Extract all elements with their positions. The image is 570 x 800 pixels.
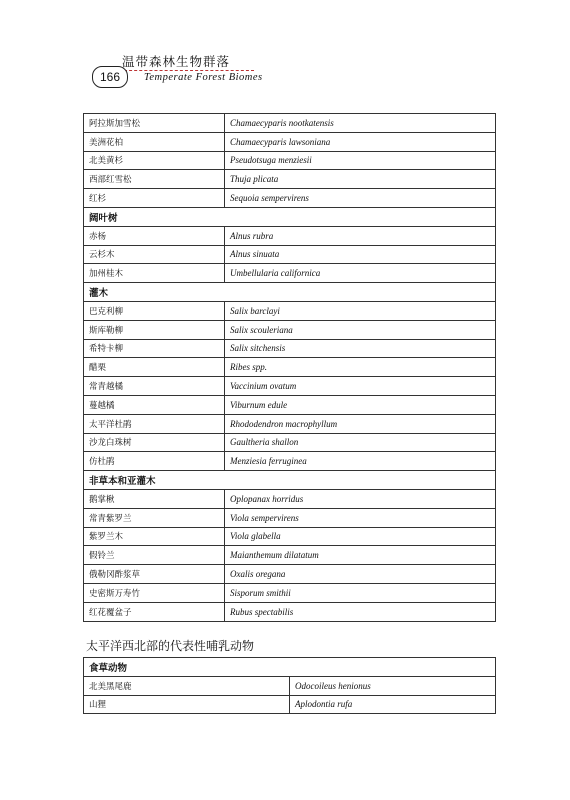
table-row: [84, 226, 496, 245]
latin-name-cell: Odocoileus henionus: [290, 676, 496, 695]
common-name-cell: 加州桂木: [84, 264, 225, 283]
table-row: [84, 414, 496, 433]
latin-name-cell: Sisporum smithii: [225, 583, 496, 602]
latin-name-cell: Chamaecyparis lawsoniana: [225, 132, 496, 151]
group-header-row: [84, 283, 496, 302]
table-row: [84, 339, 496, 358]
latin-name-cell: Salix scouleriana: [225, 320, 496, 339]
latin-name-cell: Umbellularia californica: [225, 264, 496, 283]
chapter-title-cn: 温带森林生物群落: [122, 54, 231, 69]
common-name-cell: 俄勒冈酢浆草: [84, 565, 225, 584]
latin-name-cell: Oplopanax horridus: [225, 489, 496, 508]
table-row: [84, 245, 496, 264]
latin-name-cell: Viola sempervirens: [225, 508, 496, 527]
table-row: [84, 189, 496, 208]
table-row: [84, 583, 496, 602]
latin-name-cell: Aplodontia rufa: [290, 695, 496, 714]
table-row: [84, 395, 496, 414]
page-header: [0, 0, 570, 90]
latin-name-cell: Gaultheria shallon: [225, 433, 496, 452]
latin-name-cell: Alnus rubra: [225, 226, 496, 245]
latin-name-cell: Maianthemum dilatatum: [225, 546, 496, 565]
table-row: [84, 527, 496, 546]
latin-name-cell: Salix barclayi: [225, 301, 496, 320]
common-name-cell: 云杉木: [84, 245, 225, 264]
common-name-cell: 阿拉斯加雪松: [84, 114, 225, 133]
table-row: [84, 301, 496, 320]
header-divider: [124, 70, 254, 71]
common-name-cell: 山狸: [84, 695, 290, 714]
common-name-cell: 巴克利柳: [84, 301, 225, 320]
table-row: [84, 489, 496, 508]
common-name-cell: 希特卡柳: [84, 339, 225, 358]
common-name-cell: 蔓越橘: [84, 395, 225, 414]
table-row: [84, 320, 496, 339]
latin-name-cell: Thuja plicata: [225, 170, 496, 189]
group-label: 阔叶树: [84, 207, 496, 226]
latin-name-cell: Vaccinium ovatum: [225, 377, 496, 396]
table-row: [84, 433, 496, 452]
common-name-cell: 常青越橘: [84, 377, 225, 396]
table-row: [84, 565, 496, 584]
group-label: 灌木: [84, 283, 496, 302]
common-name-cell: 北美黑尾鹿: [84, 676, 290, 695]
group-label: 非草本和亚灌木: [84, 471, 496, 490]
table-row: [84, 452, 496, 471]
common-name-cell: 紫罗兰木: [84, 527, 225, 546]
latin-name-cell: Alnus sinuata: [225, 245, 496, 264]
common-name-cell: 斯库勒柳: [84, 320, 225, 339]
common-name-cell: 史密斯万寿竹: [84, 583, 225, 602]
latin-name-cell: Menziesia ferruginea: [225, 452, 496, 471]
table-row: [84, 602, 496, 621]
table-row: [84, 170, 496, 189]
common-name-cell: 北美黄杉: [84, 151, 225, 170]
common-name-cell: 鹅掌楸: [84, 489, 225, 508]
latin-name-cell: Chamaecyparis nootkatensis: [225, 114, 496, 133]
group-label: 食草动物: [84, 658, 496, 677]
common-name-cell: 太平洋杜鹃: [84, 414, 225, 433]
table-row: [84, 132, 496, 151]
common-name-cell: 沙龙白珠树: [84, 433, 225, 452]
latin-name-cell: Rubus spectabilis: [225, 602, 496, 621]
latin-name-cell: Sequoia sempervirens: [225, 189, 496, 208]
common-name-cell: 常青紫罗兰: [84, 508, 225, 527]
latin-name-cell: Viola glabella: [225, 527, 496, 546]
common-name-cell: 假铃兰: [84, 546, 225, 565]
latin-name-cell: Salix sitchensis: [225, 339, 496, 358]
latin-name-cell: Ribes spp.: [225, 358, 496, 377]
group-header-row: [84, 207, 496, 226]
common-name-cell: 赤杨: [84, 226, 225, 245]
common-name-cell: 西部红雪松: [84, 170, 225, 189]
table-row: [84, 508, 496, 527]
table-row: [84, 676, 496, 695]
table-row: [84, 151, 496, 170]
common-name-cell: 仿杜鹃: [84, 452, 225, 471]
latin-name-cell: Pseudotsuga menziesii: [225, 151, 496, 170]
common-name-cell: 美洲花柏: [84, 132, 225, 151]
latin-name-cell: Viburnum edule: [225, 395, 496, 414]
common-name-cell: 醋栗: [84, 358, 225, 377]
page-number: 166: [92, 66, 128, 88]
mammal-species-table: [83, 657, 496, 714]
group-header-row: [84, 658, 496, 677]
plant-species-table: [83, 113, 496, 622]
table-row: [84, 114, 496, 133]
table-row: [84, 695, 496, 714]
table-row: [84, 264, 496, 283]
latin-name-cell: Oxalis oregana: [225, 565, 496, 584]
chapter-title-en: Temperate Forest Biomes: [144, 72, 263, 83]
table-row: [84, 358, 496, 377]
common-name-cell: 红杉: [84, 189, 225, 208]
table-row: [84, 377, 496, 396]
group-header-row: [84, 471, 496, 490]
section-title: 太平洋西北部的代表性哺乳动物: [86, 639, 255, 653]
latin-name-cell: Rhododendron macrophyllum: [225, 414, 496, 433]
table-row: [84, 546, 496, 565]
common-name-cell: 红花覆盆子: [84, 602, 225, 621]
